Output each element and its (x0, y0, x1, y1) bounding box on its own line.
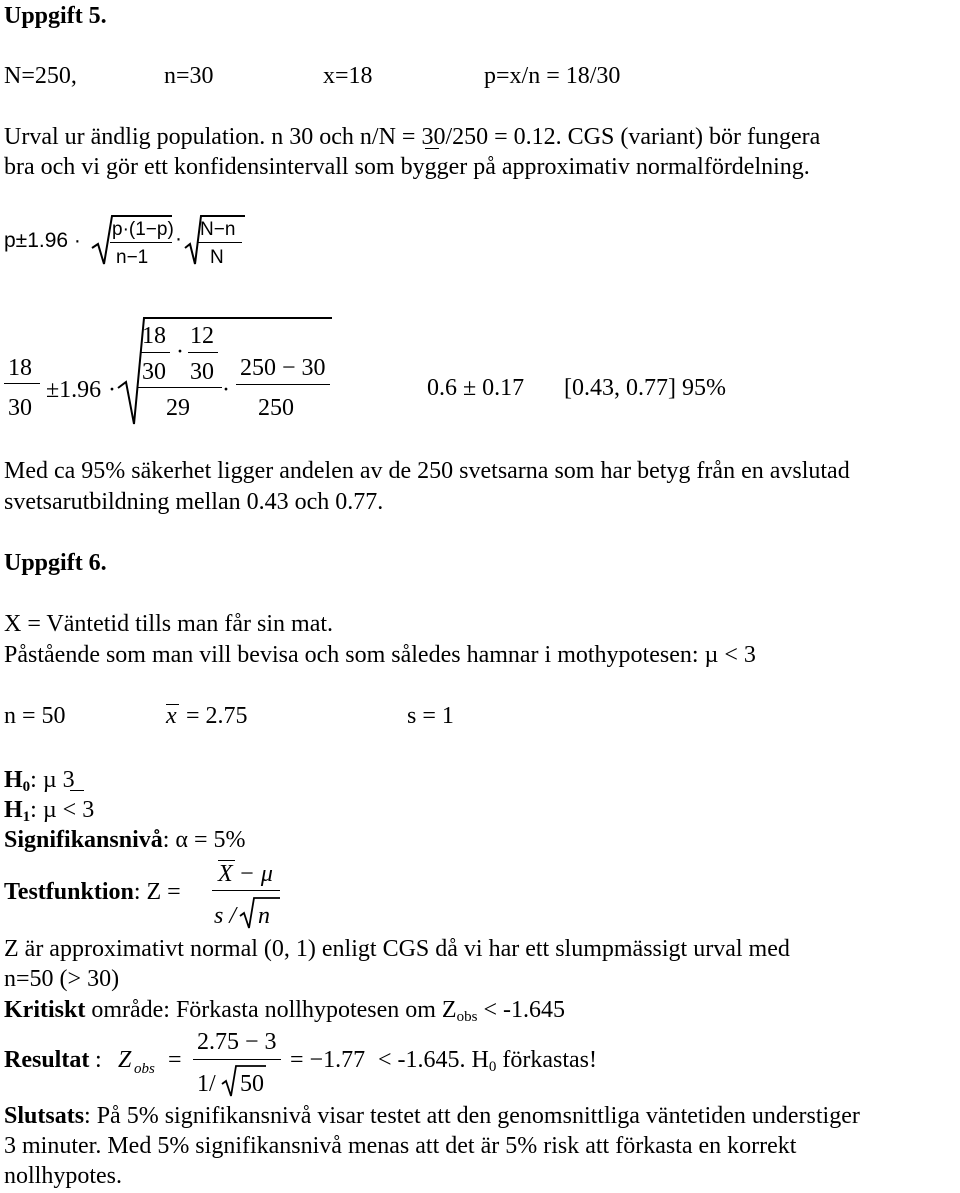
calc-fpc-bar (236, 384, 330, 385)
result-tail-a: < -1.645. H (378, 1047, 489, 1073)
test-den-n: n (258, 903, 270, 929)
formula-dot: · (175, 227, 182, 250)
result-tail (378, 1047, 597, 1075)
conclusion-line-1: Med ca 95% säkerhet ligger andelen av de 250 svetsarna som har betyg från en avslutad (4, 458, 850, 484)
test-function (4, 880, 181, 904)
h0 (4, 767, 75, 795)
result-den-a: 1/ (197, 1071, 216, 1097)
calc-den-29: 29 (166, 395, 190, 421)
calc-pm: ±1.96 (46, 377, 102, 403)
claim: Påstående som man vill bevisa och som således hamnar i mothypotesen: µ < 3 (4, 642, 756, 668)
geq-mark (70, 790, 84, 791)
conclusion-line-2: svetsarutbildning mellan 0.43 och 0.77. (4, 489, 384, 515)
calc-den-b: 30 (190, 359, 214, 385)
h1-rest: : µ < 3 (30, 797, 95, 823)
calc-result: 0.6 ± 0.17 (427, 375, 525, 401)
conclusion-6-line-2: 3 minuter. Med 5% signifikansnivå menas att det är 5% risk att förkasta en korrekt (4, 1133, 797, 1159)
x-definition: X = Väntetid tills man får sin mat. (4, 611, 334, 637)
formula-den1: n−1 (116, 247, 149, 268)
sig-rest: : α = 5% (162, 827, 246, 853)
approx-line-1: Z är approximativt normal (0, 1) enligt CGS då vi har ett slumpmässigt urval med (4, 936, 790, 962)
test-xbar (218, 860, 235, 861)
sample-n: n = 50 (4, 703, 66, 729)
given-n: n=30 (164, 63, 214, 89)
xbar-var: x (166, 703, 177, 729)
significance (4, 828, 246, 852)
given-p: p=x/n = 18/30 (484, 63, 621, 89)
calc-bar-a (140, 352, 170, 353)
urval-line-1: Urval ur ändlig population. n 30 och n/N = 30/250 = 0.12. CGS (variant) bör fungera (4, 124, 821, 150)
calc-dot: · (108, 377, 116, 403)
calc-bar-main (138, 387, 222, 388)
calc-dot-2: · (222, 377, 230, 403)
given-x: x=18 (323, 63, 373, 89)
conclusion-6-line-1 (4, 1104, 860, 1128)
result-frac-bar (193, 1059, 281, 1060)
slut-label: Slutsats (4, 1103, 85, 1129)
calc-den-a: 30 (142, 359, 166, 385)
result-value: = −1.77 (290, 1047, 366, 1073)
urval-line-2: bra och vi gör ett konfidensintervall som bygger på approximativ normalfördelning. (4, 154, 810, 180)
krit-rest: område: Förkasta nollhypotesen om Z (91, 997, 457, 1023)
calc-interval: [0.43, 0.77] 95% (564, 375, 726, 401)
sample-s: s = 1 (407, 703, 454, 729)
given-N: N=250, (4, 63, 77, 89)
result-tail-sub: 0 (488, 1059, 497, 1075)
xbar-value: = 2.75 (186, 703, 248, 729)
h0-sub: 0 (22, 779, 31, 795)
calc-bar-b (188, 352, 218, 353)
test-label: Testfunktion (4, 879, 134, 905)
calc-num-a: 18 (142, 323, 166, 349)
h1 (4, 797, 95, 825)
krit-end: < -1.645 (477, 997, 565, 1023)
result-num: 2.75 − 3 (197, 1029, 277, 1055)
krit-label: Kritiskt (4, 997, 86, 1023)
test-frac-bar (212, 890, 280, 891)
result-colon: : (95, 1047, 102, 1073)
formula-bar1 (110, 242, 172, 243)
geq-mark (425, 148, 439, 149)
formula-den2: N (210, 247, 224, 268)
conclusion-6-line-3: nollhypotes. (4, 1163, 122, 1189)
result-Z-sub: obs (134, 1061, 155, 1077)
approx-line-2: n=50 (> 30) (4, 966, 120, 992)
result-Z: Z (118, 1047, 132, 1073)
test-rest: : Z = (133, 879, 181, 905)
formula-num1: p·(1−p) (112, 219, 174, 240)
calc-frac-num: 18 (8, 355, 32, 381)
calc-frac-bar (4, 383, 40, 384)
result-eq: = (168, 1047, 182, 1073)
slut-line-1: : På 5% signifikansnivå visar testet att den genomsnittliga väntetiden understiger (84, 1103, 860, 1129)
formula-num2: N−n (200, 219, 236, 240)
h1-label: H (4, 797, 23, 823)
formula-lead: p±1.96 · (4, 229, 81, 252)
calc-inner-dot: · (176, 339, 184, 365)
krit-sub: obs (456, 1009, 478, 1025)
result-tail-b: förkastas! (496, 1047, 597, 1073)
test-den-s: s / (214, 903, 237, 929)
h0-rest: : µ 3 (30, 767, 75, 793)
result-label: Resultat (4, 1047, 90, 1073)
calc-num-b: 12 (190, 323, 214, 349)
task6-heading: Uppgift 6. (4, 550, 107, 576)
sig-label: Signifikansnivå (4, 827, 163, 853)
result-den-b: 50 (240, 1071, 264, 1097)
formula-bar2 (198, 242, 242, 243)
xbar-bar (166, 704, 179, 705)
critical-region (4, 997, 565, 1025)
h1-sub: 1 (22, 809, 31, 825)
calc-fpc-num: 250 − 30 (240, 355, 326, 381)
calc-frac-den: 30 (8, 395, 32, 421)
calc-fpc-den: 250 (258, 395, 294, 421)
h0-label: H (4, 767, 23, 793)
task5-heading: Uppgift 5. (4, 3, 107, 29)
test-num: X − μ (218, 861, 273, 887)
